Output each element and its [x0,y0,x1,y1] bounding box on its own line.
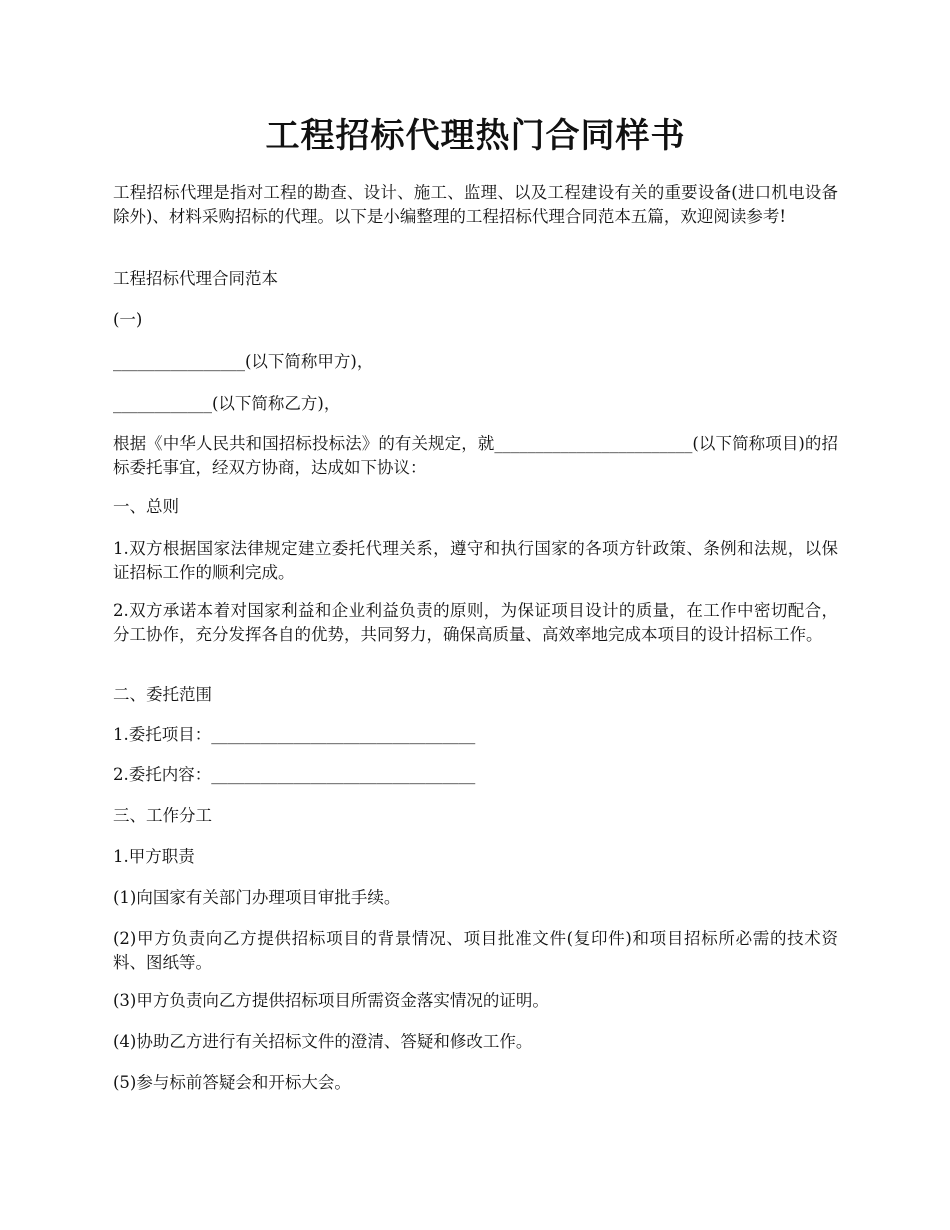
clause-paragraph: (2)甲方负责向乙方提供招标项目的背景情况、项目批准文件(复印件)和项目招标所必需的技术资料、图纸等。 [113,929,838,972]
clause-paragraph: 2.委托内容：________________________________ [113,765,476,784]
preamble-paragraph: 根据《中华人民共和国招标投标法》的有关规定，就________________________(以下简称项目)的招标委托事宜，经双方协商，达成如下协议： [113,434,838,477]
section-heading: 一、总则 [113,497,179,516]
clause-paragraph: (3)甲方负责向乙方提供招标项目所需资金落实情况的证明。 [113,991,549,1010]
section-heading: 二、委托范围 [113,685,212,704]
intro-paragraph: 工程招标代理是指对工程的勘查、设计、施工、监理、以及工程建设有关的重要设备(进口机电设备除外)、材料采购招标的代理。以下是小编整理的工程招标代理合同范本五篇，欢迎阅读参考! [113,183,838,226]
party-a-line: ________________(以下简称甲方)， [113,352,374,371]
document-title: 工程招标代理热门合同样书 [265,116,686,156]
clause-paragraph: (5)参与标前答疑会和开标大会。 [113,1073,351,1092]
clause-paragraph: 1.委托项目：________________________________ [113,725,476,744]
clause-paragraph: (1)向国家有关部门办理项目审批手续。 [113,888,401,907]
section-heading: 三、工作分工 [113,806,212,825]
clause-paragraph: 2.双方承诺本着对国家利益和企业利益负责的原则，为保证项目设计的质量，在工作中密切配合，分工协作，充分发挥各自的优势，共同努力，确保高质量、高效率地完成本项目的设计招标工作。 [113,601,838,644]
party-b-line: ____________(以下简称乙方)， [113,394,341,413]
part-number: (一) [113,310,143,329]
clause-paragraph: 1.双方根据国家法律规定建立委托代理关系，遵守和执行国家的各项方针政策、条例和法规，以保证招标工作的顺利完成。 [113,539,838,582]
section-heading: 工程招标代理合同范本 [113,269,278,288]
subsection-heading: 1.甲方职责 [113,847,195,866]
clause-paragraph: (4)协助乙方进行有关招标文件的澄清、答疑和修改工作。 [113,1032,533,1051]
